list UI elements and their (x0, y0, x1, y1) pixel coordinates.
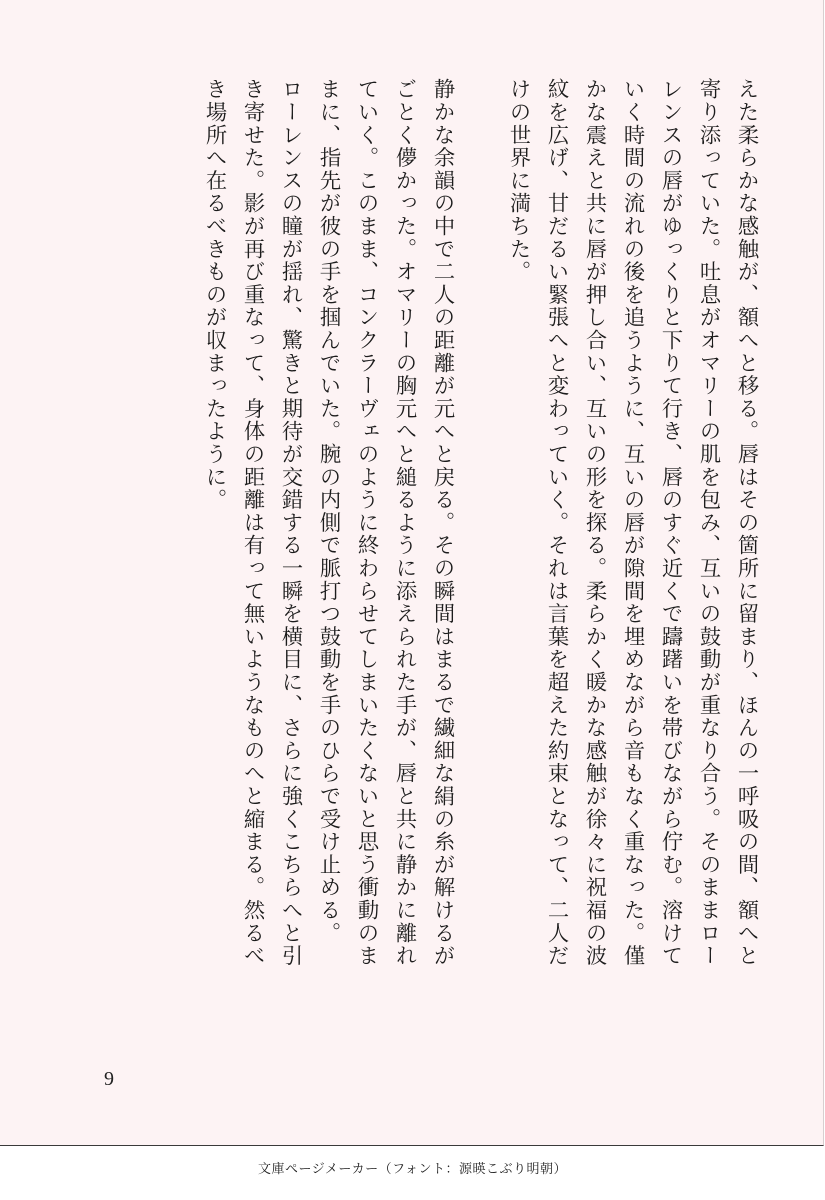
text-line: ていく。このまま、コンクラーヴェのように終わらせてしまいたくないと思う衝動のま (354, 78, 379, 968)
text-line: ローレンスの瞳が揺れ、驚きと期待が交錯する一瞬を横目に、さらに強くこちらへと引 (278, 78, 303, 968)
text-line: 静かな余韻の中で二人の距離が元へと戻る。その瞬間はまるで繊細な絹の糸が解けるが (430, 78, 455, 968)
text-line: き場所へ在るべきものが収まったように。 (202, 78, 227, 512)
text-line: ごとく儚かった。オマリーの胸元へと縋るように添えられた手が、唇と共に静かに離れ (392, 78, 417, 968)
footer-caption: 文庫ページメーカー（フォント：源暎こぶり明朝） (258, 1162, 567, 1177)
text-line: レンスの唇がゆっくりと下りて行き、唇のすぐ近くで躊躇いを帯びながら佇む。溶けて (658, 78, 683, 968)
page-number: 9 (104, 1068, 114, 1090)
text-line: えた柔らかな感触が、額へと移る。唇はその箇所に留まり、ほんの一呼吸の間、額へと (734, 78, 759, 968)
text-line: かな震えと共に唇が押し合い、互いの形を探る。柔らかく暖かな感触が徐々に祝福の波 (582, 78, 607, 968)
text-line: まに、指先が彼の手を掴んでいた。腕の内側で脈打つ鼓動を手のひらで受け止める。 (316, 78, 341, 945)
text-line: けの世界に満ちた。 (506, 78, 531, 284)
vertical-text-body (195, 78, 765, 1038)
text-line: 寄り添っていた。吐息がオマリーの肌を包み、互いの鼓動が重なり合う。そのままロー (696, 78, 721, 968)
text-line: 紋を広げ、甘だるい緊張へと変わっていく。それは言葉を超えた約束となって、二人だ (544, 78, 569, 968)
paragraph-gap (461, 78, 499, 1038)
text-line: き寄せた。影が再び重なって、身体の距離は有って無いようなものへと縮まる。然るべ (240, 78, 265, 968)
text-line: いく時間の流れの後を追うように、互いの唇が隙間を埋めながら音もなく重なった。僅 (620, 78, 645, 968)
